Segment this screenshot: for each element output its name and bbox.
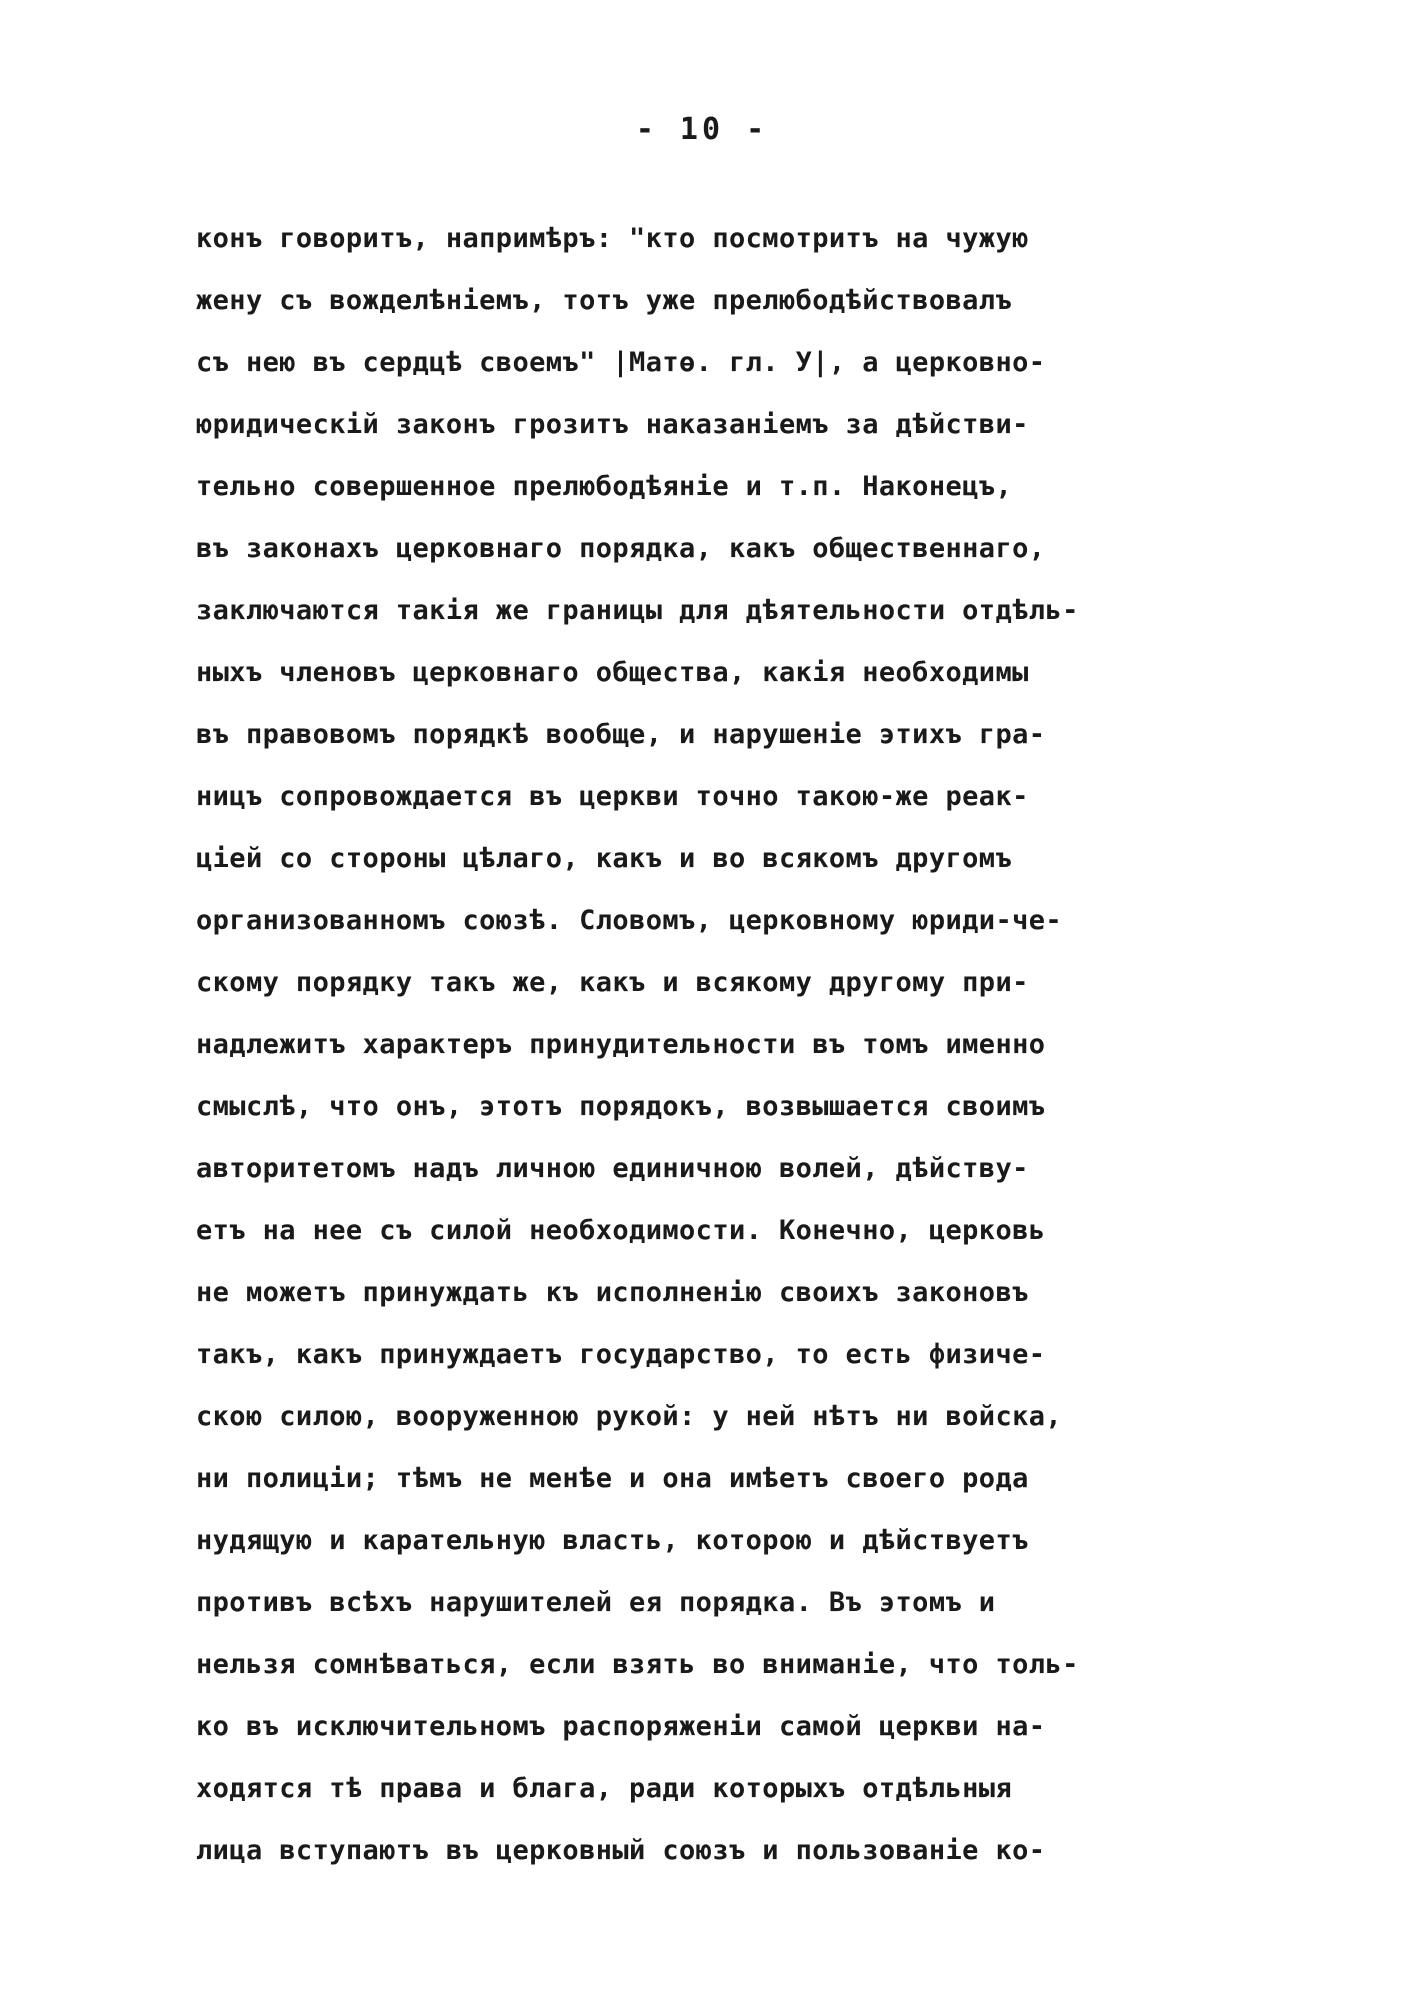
text-line: такъ, какъ принуждаетъ государство, то есть физиче- <box>196 1339 1046 1370</box>
text-line: смыслѣ, что онъ, этотъ порядокъ, возвышается своимъ <box>196 1091 1046 1122</box>
page-number: - 10 - <box>635 112 769 147</box>
text-line: лица вступаютъ въ церковный союзъ и пользованіе ко- <box>196 1835 1046 1866</box>
text-line: съ нею въ сердцѣ своемъ" |Матѳ. гл. У|, а церковно- <box>196 347 1046 378</box>
text-line: заключаются такія же границы для дѣятельности отдѣль- <box>196 595 1079 626</box>
text-line: въ правовомъ порядкѣ вообще, и нарушеніе этихъ гра- <box>196 719 1046 750</box>
text-line: организованномъ союзѣ. Словомъ, церковному юриди-че- <box>196 905 1063 936</box>
text-line: юридическій законъ грозитъ наказаніемъ за дѣйстви- <box>196 409 1029 440</box>
text-line: скою силою, вооруженною рукой: у ней нѣтъ ни войска, <box>196 1401 1063 1432</box>
text-line: нудящую и карательную власть, которою и дѣйствуетъ <box>196 1525 1029 1556</box>
text-line: надлежитъ характеръ принудительности въ томъ именно <box>196 1029 1046 1060</box>
text-line: въ законахъ церковнаго порядка, какъ общественнаго, <box>196 533 1046 564</box>
text-line: не можетъ принуждать къ исполненію своихъ законовъ <box>196 1277 1029 1308</box>
text-line: ныхъ членовъ церковнаго общества, какія необходимы <box>196 657 1029 688</box>
text-line: ходятся тѣ права и блага, ради которыхъ отдѣльныя <box>196 1773 1013 1804</box>
text-line: противъ всѣхъ нарушителей ея порядка. Въ этомъ и <box>196 1587 996 1618</box>
text-line: скому порядку такъ же, какъ и всякому другому при- <box>196 967 1029 998</box>
text-line: етъ на нее съ силой необходимости. Конечно, церковь <box>196 1215 1046 1246</box>
text-line: тельно совершенное прелюбодѣяніе и т.п. Наконецъ, <box>196 471 1013 502</box>
text-line: ни полиціи; тѣмъ не менѣе и она имѣетъ своего рода <box>196 1463 1029 1494</box>
body-text <box>196 208 1216 1882</box>
text-line: ницъ сопровождается въ церкви точно такою-же реак- <box>196 781 1029 812</box>
text-line: жену съ вожделѣніемъ, тотъ уже прелюбодѣйствовалъ <box>196 285 1013 316</box>
text-line: нельзя сомнѣваться, если взять во вниманіе, что толь- <box>196 1649 1079 1680</box>
text-line: авторитетомъ надъ личною единичною волей, дѣйству- <box>196 1153 1029 1184</box>
text-line: конъ говоритъ, напримѣръ: "кто посмотритъ на чужую <box>196 223 1029 254</box>
text-line: ціей со стороны цѣлаго, какъ и во всякомъ другомъ <box>196 843 1013 874</box>
text-line: ко въ исключительномъ распоряженіи самой церкви на- <box>196 1711 1046 1742</box>
